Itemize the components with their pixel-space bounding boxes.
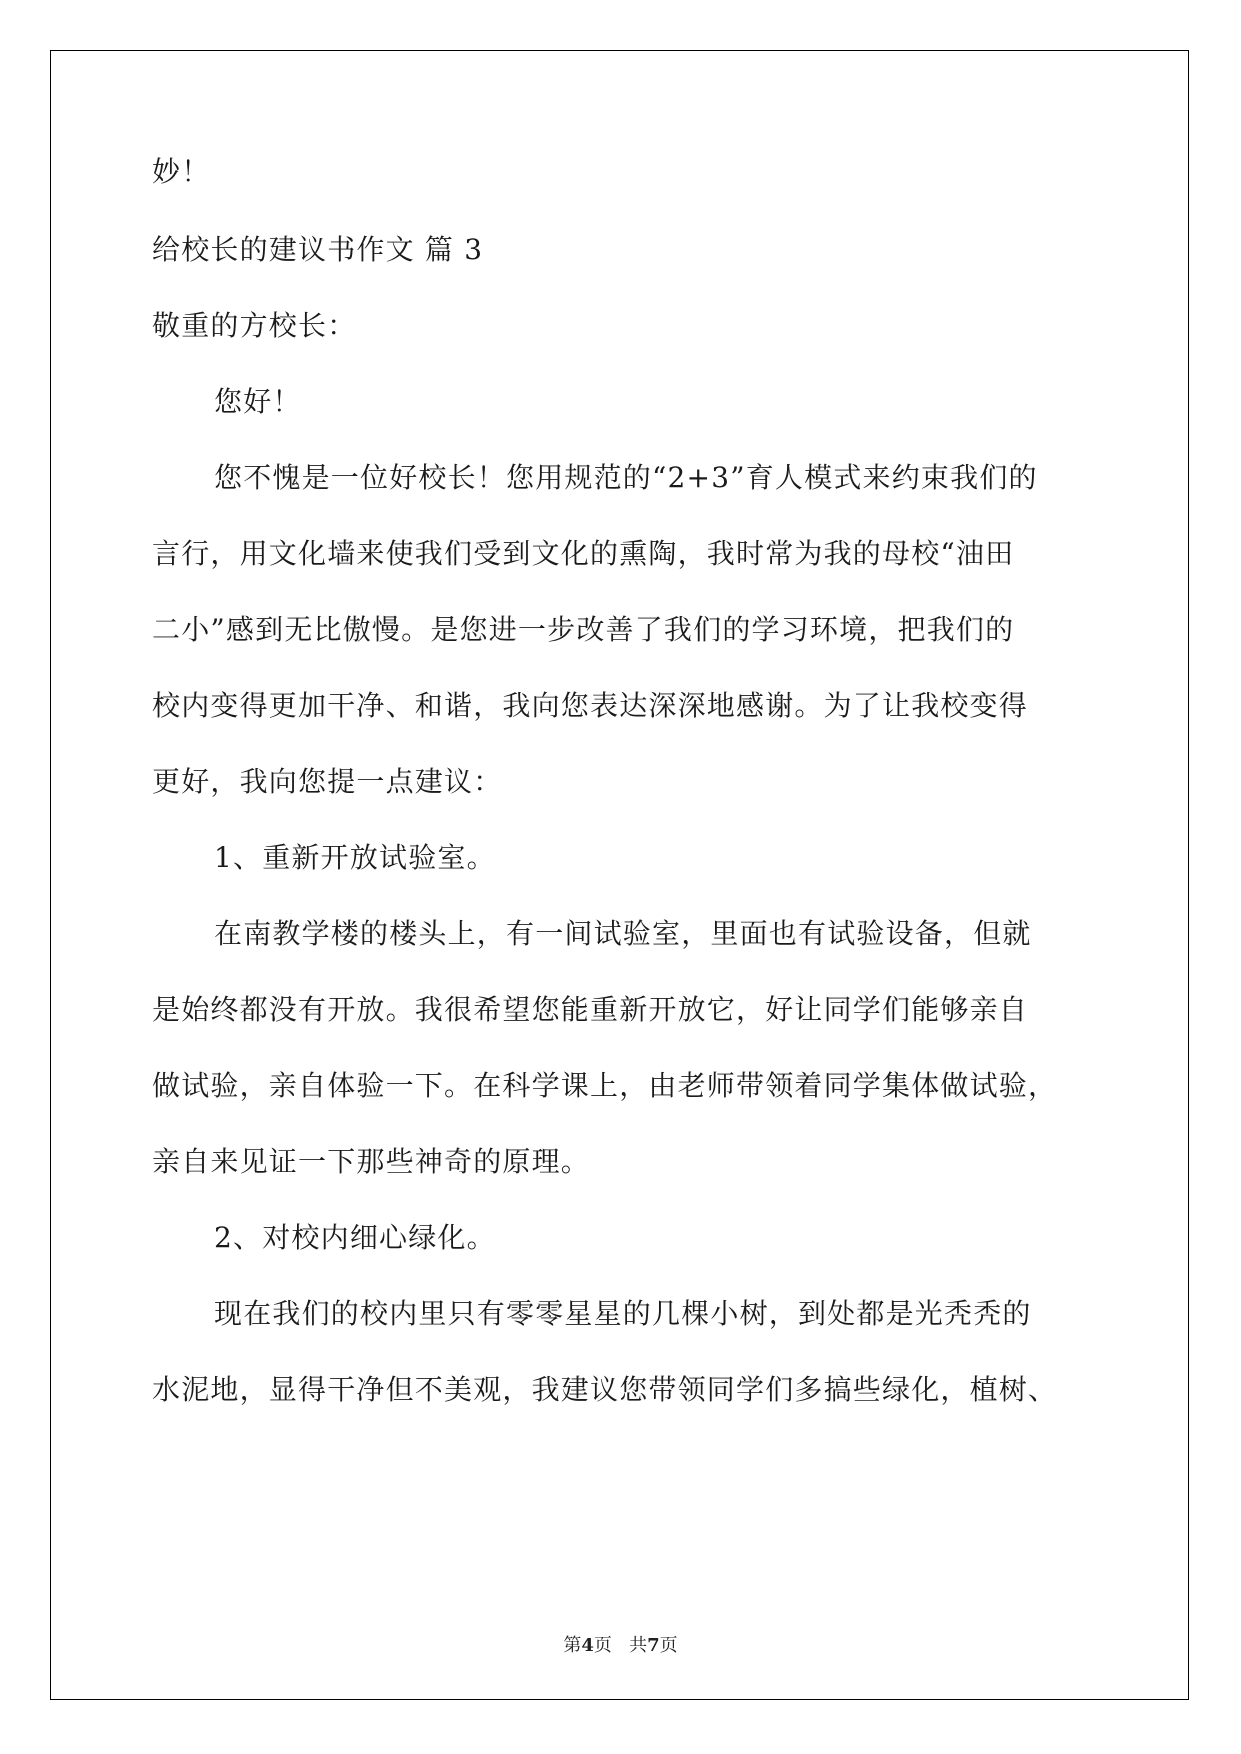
paragraph-1-line-5: 更好，我向您提一点建议： (152, 765, 503, 798)
salutation: 敬重的方校长： (152, 309, 357, 342)
page-prefix: 第 (563, 1635, 582, 1656)
paragraph-2-line-2: 是始终都没有开放。我很希望您能重新开放它，好让同学们能够亲自 (152, 993, 1029, 1026)
page-suffix: 页 (593, 1635, 612, 1656)
greeting: 您好！ (214, 385, 302, 418)
paragraph-3-line-2: 水泥地，显得干净但不美观，我建议您带领同学们多搞些绿化，植树、 (152, 1373, 1058, 1406)
paragraph-3-line-1: 现在我们的校内里只有零零星星的几棵小树，到处都是光秃秃的 (214, 1297, 1032, 1330)
paragraph-2-line-1: 在南教学楼的楼头上，有一间试验室，里面也有试验设备，但就 (214, 917, 1032, 950)
paragraph-1-line-3: 二小”感到无比傲慢。是您进一步改善了我们的学习环境，把我们的 (152, 613, 1015, 646)
total-prefix: 共 (629, 1635, 648, 1656)
paragraph-1-line-1: 您不愧是一位好校长！您用规范的“2+3”育人模式来约束我们的 (214, 461, 1038, 494)
paragraph-2-line-4: 亲自来见证一下那些神奇的原理。 (152, 1145, 591, 1178)
paragraph-1-line-4: 校内变得更加干净、和谐，我向您表达深深地感谢。为了让我校变得 (152, 689, 1029, 722)
paragraph-1-line-2: 言行，用文化墙来使我们受到文化的熏陶，我时常为我的母校“油田 (152, 537, 1015, 570)
suggestion-1-heading: 1、重新开放试验室。 (214, 841, 496, 874)
section-heading: 给校长的建议书作文 篇 3 (152, 233, 484, 266)
suggestion-2-heading: 2、对校内细心绿化。 (214, 1221, 496, 1254)
page-number: 4 (581, 1635, 594, 1656)
total-pages: 7 (647, 1635, 660, 1656)
total-suffix: 页 (659, 1635, 678, 1656)
paragraph-2-line-3: 做试验，亲自体验一下。在科学课上，由老师带领着同学集体做试验， (152, 1069, 1058, 1102)
page-footer (0, 1634, 1241, 1658)
text-line-continuation: 妙！ (152, 155, 211, 188)
